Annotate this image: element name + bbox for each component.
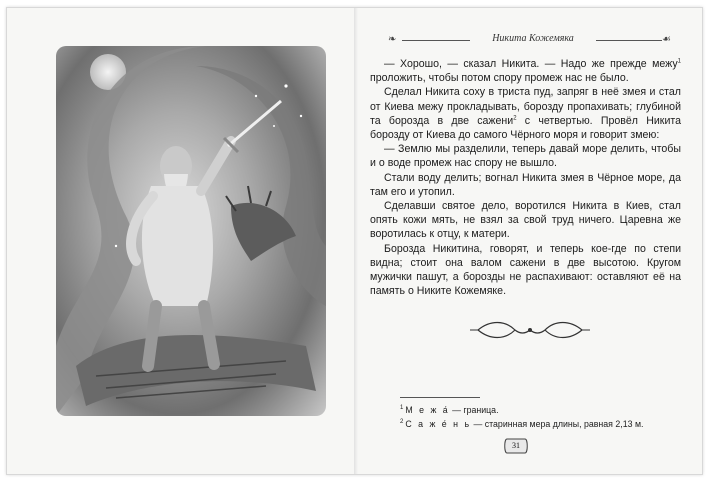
knight-fighting-dragon-illustration [56,46,326,416]
footnote-rule [400,397,480,398]
page-number: 31 [512,441,520,450]
right-flourish-icon: ☙ [662,34,671,45]
paragraph: Сделал Никита соху в триста пуд, запряг в неё змея и стал от Киева межу прокладывать, борозду пропахивать; глубиной та борозда в две сажени$^2$ с четвертью. Провёл Никита борозду от Киева до самого Чёрного моря и говорит змею: [370,86,681,142]
header-rule-left [402,40,470,41]
dragon-tail-shape [196,66,326,306]
footnote-ref: 1 [677,58,681,65]
paragraph: — Землю мы разделили, теперь давай море делить, чтобы и о воде промеж нас спору не вышло. [370,143,681,170]
story-text [370,57,681,298]
book-gutter [354,8,358,474]
end-ornament-icon [470,318,590,342]
dragon-illustration [56,46,326,416]
paragraph: Сделавши святое дело, воротился Никита в Киев, стал опять кожи мять, не взял за свой труд ничего. Царевна же воротилась к отцу, к матери. [370,200,681,241]
header-rule-right [596,40,662,41]
left-flourish-icon: ❧ [388,34,397,45]
dragon-wing-shape [76,335,316,406]
paragraph: — Хорошо, — сказал Никита. — Надо же прежде межу$^1$ проложить, чтобы потом спору промеж нас не было. [370,58,681,85]
footnotes [400,402,680,430]
footnote-ref: 2 [513,115,517,122]
running-title: Никита Кожемяка [492,33,574,44]
running-header [388,30,674,50]
paragraph: Стали воду делить; вогнал Никита змея в Чёрное море, да там его и утопил. [370,171,681,198]
footnote-item: $^2$ С а ж е́ н ь — старинная мера длины, равная 2,13 м. [400,418,644,429]
sword-shape [228,101,281,146]
page-number-badge [503,437,529,455]
paragraph: Борозда Никитина, говорят, и теперь кое-где по степи видна; стоит она валом сажени в две высотою. Кругом мужички пашут, а борозды не распахивают: оставляют её на память о Никите Кожемяке. [370,242,681,298]
footnote-item: $^1$ М е ж а́ — граница. [400,404,499,415]
